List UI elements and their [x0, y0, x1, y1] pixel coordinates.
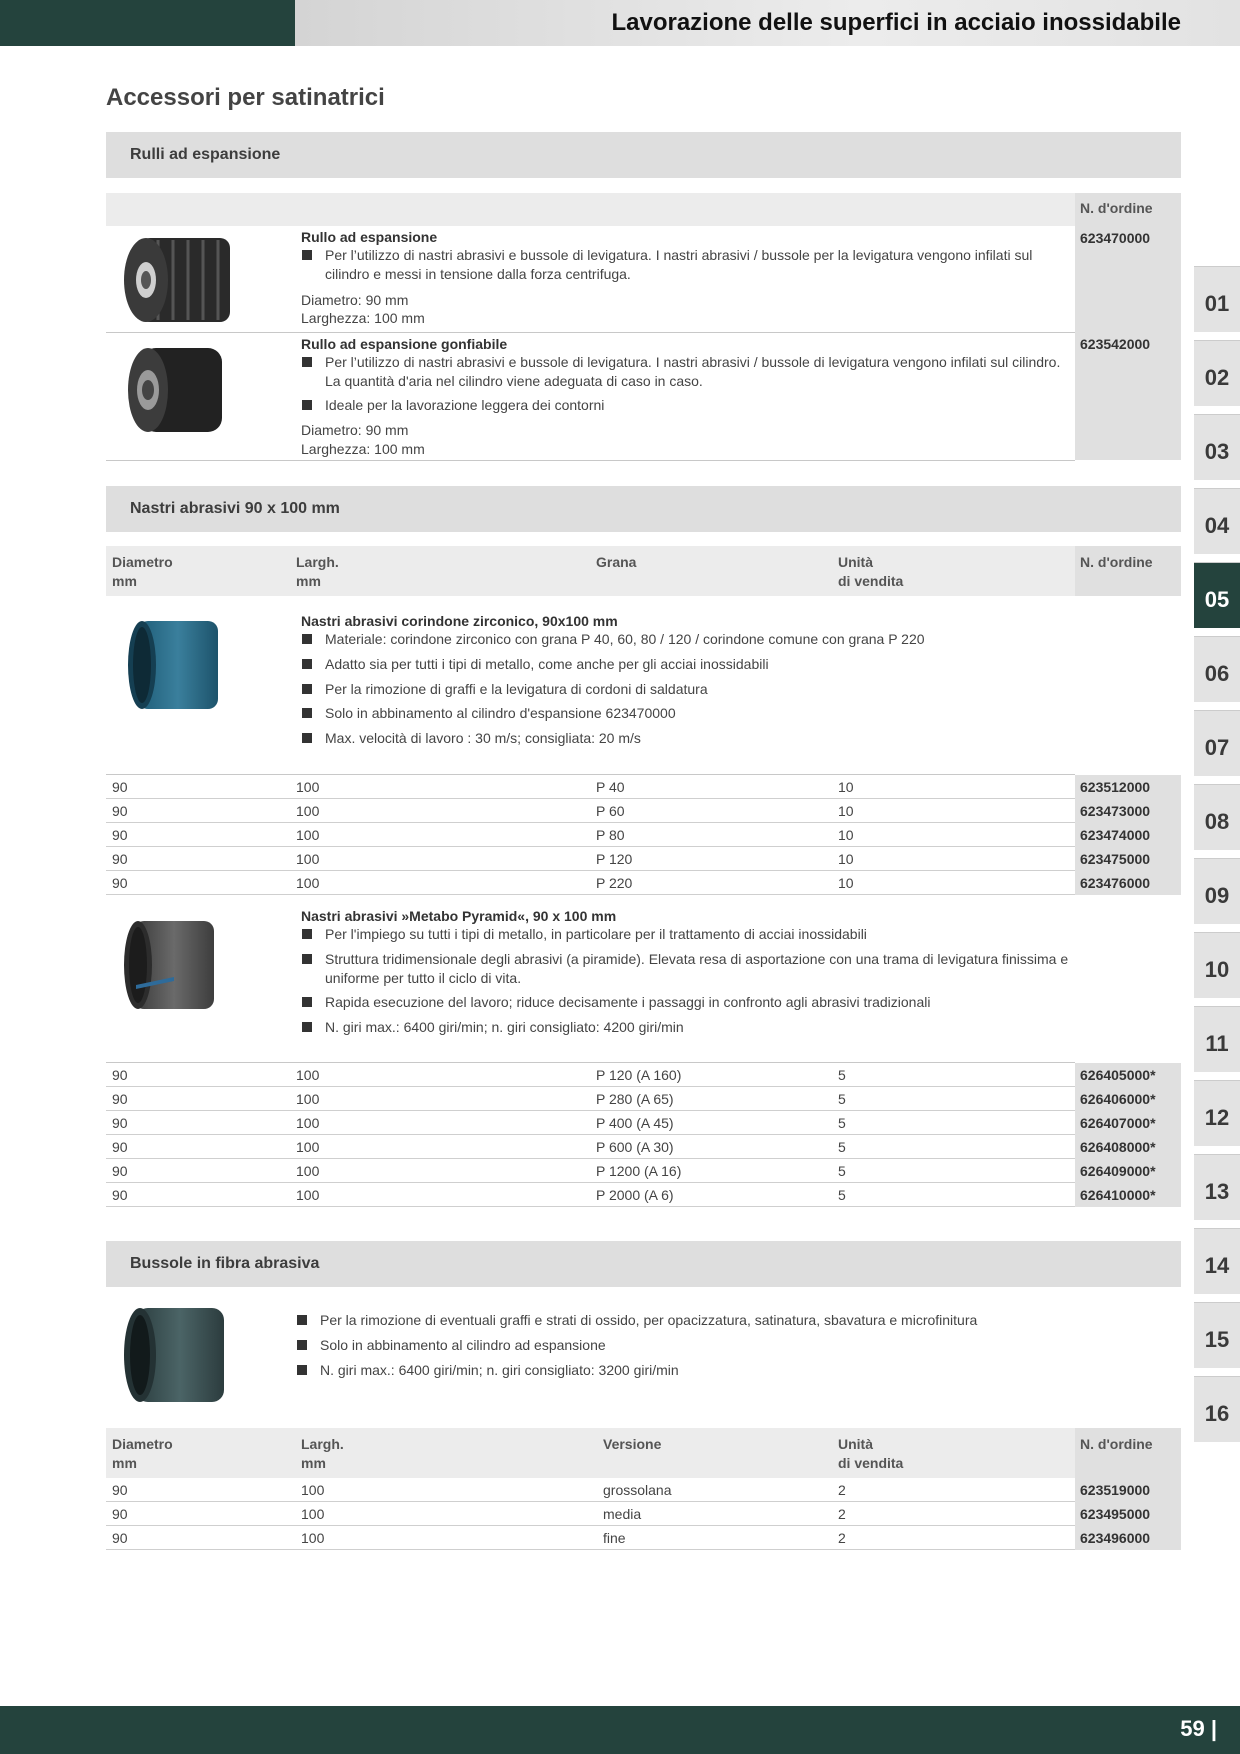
col-header-grit: Grana	[596, 554, 637, 570]
col-header-width: Largh.	[296, 554, 339, 570]
order-number-cell: 623495000	[1075, 1502, 1181, 1526]
product-bullet: Ideale per la lavorazione leggera dei contorni	[301, 396, 1071, 415]
table-row	[106, 775, 1181, 799]
table-cell: P 2000 (A 6)	[596, 1187, 674, 1203]
footer-bar	[0, 1706, 1240, 1754]
table-row	[106, 1063, 1181, 1087]
table-cell: P 120	[596, 851, 633, 867]
table-row	[106, 823, 1181, 847]
table-row	[106, 1135, 1181, 1159]
table-cell: P 80	[596, 827, 625, 843]
product-spec: Larghezza: 100 mm	[301, 310, 425, 326]
order-number: 623542000	[1080, 336, 1151, 352]
table-header-band	[106, 193, 1181, 226]
col-header-diameter: Diametro	[112, 1436, 173, 1452]
table-cell: 90	[112, 803, 128, 819]
table-row	[106, 871, 1181, 895]
product-bullet: Per l’utilizzo di nastri abrasivi e bussole di levigatura. I nastri abrasivi / bussole di levigatura vengono infilati sul cilindro. La quantità d'aria nel cilindro viene adeguata di caso in caso.	[301, 353, 1071, 391]
table-cell: P 280 (A 65)	[596, 1091, 674, 1107]
table-cell: 10	[838, 851, 854, 867]
table-cell: 10	[838, 779, 854, 795]
order-number-cell: 623475000	[1075, 847, 1181, 871]
order-number-cell: 626407000*	[1075, 1111, 1181, 1135]
table-cell: 100	[296, 827, 320, 843]
table-cell: 100	[296, 1067, 320, 1083]
table-cell: 5	[838, 1187, 846, 1203]
col-header-width: Largh.	[301, 1436, 344, 1452]
col-header-sales-unit: Unità	[838, 1436, 873, 1452]
chapter-tab[interactable]: 04	[1194, 488, 1240, 562]
table-cell: 10	[838, 875, 854, 891]
col-header-order: N. d'ordine	[1080, 554, 1153, 570]
table-cell: media	[603, 1506, 642, 1522]
table-cell: 5	[838, 1163, 846, 1179]
chapter-tab[interactable]: 11	[1194, 1006, 1240, 1080]
table-cell: 100	[296, 1187, 320, 1203]
product-bullet: Per la rimozione di eventuali graffi e strati di ossido, per opacizzatura, satinatura, sbavatura e microfinitura	[296, 1311, 1086, 1330]
table-cell: 100	[301, 1482, 325, 1498]
table-cell: 5	[838, 1139, 846, 1155]
table-cell: 90	[112, 779, 128, 795]
chapter-tab[interactable]: 08	[1194, 784, 1240, 858]
chapter-tab[interactable]: 16	[1194, 1376, 1240, 1450]
divider	[106, 332, 1075, 333]
table-cell: 90	[112, 875, 128, 891]
table-cell: 100	[296, 803, 320, 819]
inflatable-roller-image	[120, 340, 238, 440]
table-cell: 90	[112, 1530, 128, 1546]
col-header-version: Versione	[603, 1436, 662, 1452]
group-title: Nastri abrasivi corindone zirconico, 90x100 mm	[301, 613, 618, 629]
product-spec: Larghezza: 100 mm	[301, 441, 425, 457]
col-header-unit: mm	[112, 573, 137, 589]
group-bullet: Max. velocità di lavoro : 30 m/s; consigliata: 20 m/s	[301, 729, 1071, 748]
chapter-tab[interactable]: 14	[1194, 1228, 1240, 1302]
chapter-tab[interactable]: 06	[1194, 636, 1240, 710]
chapter-tab-active[interactable]: 05	[1194, 562, 1240, 636]
group-bullet: Materiale: corindone zirconico con grana P 40, 60, 80 / 120 / corindone comune con grana P 220	[301, 630, 1071, 649]
page-title: Accessori per satinatrici	[106, 84, 385, 111]
expansion-roller-image	[118, 232, 238, 328]
order-number-cell: 626408000*	[1075, 1135, 1181, 1159]
chapter-tabs	[1194, 266, 1240, 1450]
table-row	[106, 847, 1181, 871]
table-cell: grossolana	[603, 1482, 672, 1498]
order-number: 623470000	[1080, 230, 1151, 246]
product-spec: Diametro: 90 mm	[301, 292, 409, 308]
table-cell: P 1200 (A 16)	[596, 1163, 682, 1179]
group-bullet: Adatto sia per tutti i tipi di metallo, come anche per gli acciai inossidabili	[301, 655, 1071, 674]
chapter-tab[interactable]: 10	[1194, 932, 1240, 1006]
header-title: Lavorazione delle superfici in acciaio inossidabile	[611, 9, 1181, 36]
chapter-tab[interactable]: 09	[1194, 858, 1240, 932]
chapter-tab[interactable]: 01	[1194, 266, 1240, 340]
chapter-tab[interactable]: 03	[1194, 414, 1240, 488]
group-title: Nastri abrasivi »Metabo Pyramid«, 90 x 100 mm	[301, 908, 617, 924]
table-cell: 90	[112, 1139, 128, 1155]
product-bullet: N. giri max.: 6400 giri/min; n. giri consigliato: 3200 giri/min	[296, 1361, 1086, 1380]
table-cell: 90	[112, 1163, 128, 1179]
group-bullet: Per l'impiego su tutti i tipi di metallo, in particolare per il trattamento di acciai inossidabili	[301, 925, 1091, 944]
table-cell: 90	[112, 1115, 128, 1131]
chapter-tab[interactable]: 02	[1194, 340, 1240, 414]
table-cell: 2	[838, 1482, 846, 1498]
table-cell: 5	[838, 1091, 846, 1107]
group-bullet: Rapida esecuzione del lavoro; riduce decisamente i passaggi in confronto agli abrasivi tradizionali	[301, 993, 1091, 1012]
table-row	[106, 1183, 1181, 1207]
col-header-sales-unit: di vendita	[838, 1455, 904, 1471]
order-number-cell: 623496000	[1075, 1526, 1181, 1550]
product-bullet: Solo in abbinamento al cilindro ad espansione	[296, 1336, 1086, 1355]
col-header-diameter: Diametro	[112, 554, 173, 570]
header-accent-bar	[0, 0, 295, 46]
table-cell: P 400 (A 45)	[596, 1115, 674, 1131]
table-cell: 10	[838, 827, 854, 843]
divider	[106, 460, 1075, 461]
group-bullet: Solo in abbinamento al cilindro d'espansione 623470000	[301, 704, 1071, 723]
table-cell: 90	[112, 1482, 128, 1498]
order-number-cell: 626409000*	[1075, 1159, 1181, 1183]
table-cell: 100	[296, 779, 320, 795]
table-row	[106, 1526, 1181, 1550]
table-cell: 90	[112, 851, 128, 867]
table-cell: P 60	[596, 803, 625, 819]
page-number: 59 |	[1180, 1716, 1217, 1741]
order-header: N. d'ordine	[1080, 200, 1153, 216]
order-number-cell: 626410000*	[1075, 1183, 1181, 1207]
table-cell: 100	[296, 1139, 320, 1155]
section-title-bussole: Bussole in fibra abrasiva	[106, 1241, 1181, 1287]
col-header-unit: mm	[301, 1455, 326, 1471]
table-cell: 5	[838, 1067, 846, 1083]
section-title-nastri: Nastri abrasivi 90 x 100 mm	[106, 486, 1181, 532]
col-header-unit: mm	[296, 573, 321, 589]
table-cell: 100	[296, 1163, 320, 1179]
table-row	[106, 1478, 1181, 1502]
section-title-rulli: Rulli ad espansione	[106, 132, 1181, 178]
product-spec: Diametro: 90 mm	[301, 422, 409, 438]
table-cell: P 600 (A 30)	[596, 1139, 674, 1155]
table-cell: 100	[296, 1091, 320, 1107]
col-header-sales-unit: Unità	[838, 554, 873, 570]
table-cell: 90	[112, 1067, 128, 1083]
table-row	[106, 799, 1181, 823]
abrasive-sleeve-image	[118, 1302, 240, 1408]
table-cell: P 220	[596, 875, 633, 891]
table-cell: 2	[838, 1530, 846, 1546]
product-title: Rullo ad espansione	[301, 229, 438, 245]
table-row	[106, 1111, 1181, 1135]
table-cell: 100	[296, 875, 320, 891]
zirconia-belt-image	[120, 615, 230, 715]
group-bullet: N. giri max.: 6400 giri/min; n. giri consigliato: 4200 giri/min	[301, 1018, 1091, 1037]
col-header-sales-unit: di vendita	[838, 573, 904, 589]
order-number-cell: 623519000	[1075, 1478, 1181, 1502]
table-cell: 90	[112, 827, 128, 843]
group-bullet: Struttura tridimensionale degli abrasivi (a piramide). Elevata resa di asportazione con una trama di levigatura finissima e uniforme per tutto il ciclo di vita.	[301, 950, 1091, 988]
table-cell: P 40	[596, 779, 625, 795]
table-cell: 90	[112, 1187, 128, 1203]
table-row	[106, 1087, 1181, 1111]
table-cell: 100	[301, 1530, 325, 1546]
table-row	[106, 1159, 1181, 1183]
order-number-cell: 623474000	[1075, 823, 1181, 847]
order-number-cell: 626406000*	[1075, 1087, 1181, 1111]
table-cell: 100	[296, 1115, 320, 1131]
order-number-cell: 623512000	[1075, 775, 1181, 799]
table-cell: 90	[112, 1091, 128, 1107]
table-cell: 10	[838, 803, 854, 819]
order-number-cell: 623476000	[1075, 871, 1181, 895]
table-row	[106, 1502, 1181, 1526]
col-header-order: N. d'ordine	[1080, 1436, 1153, 1452]
table-cell: P 120 (A 160)	[596, 1067, 682, 1083]
chapter-tab[interactable]: 13	[1194, 1154, 1240, 1228]
table-header-band	[106, 546, 1181, 596]
table-cell: 90	[112, 1506, 128, 1522]
product-bullet: Per l’utilizzo di nastri abrasivi e bussole di levigatura. I nastri abrasivi / bussole per la levigatura vengono infilati sul cilindro e messi in tensione dalla forza centrifuga.	[301, 246, 1071, 284]
order-number-cell: 623473000	[1075, 799, 1181, 823]
product-title: Rullo ad espansione gonfiabile	[301, 336, 508, 352]
table-cell: 100	[296, 851, 320, 867]
col-header-unit: mm	[112, 1455, 137, 1471]
chapter-tab[interactable]: 15	[1194, 1302, 1240, 1376]
table-cell: 5	[838, 1115, 846, 1131]
table-cell: 100	[301, 1506, 325, 1522]
chapter-tab[interactable]: 07	[1194, 710, 1240, 784]
table-cell: 2	[838, 1506, 846, 1522]
table-cell: fine	[603, 1530, 626, 1546]
chapter-tab[interactable]: 12	[1194, 1080, 1240, 1154]
order-number-cell: 626405000*	[1075, 1063, 1181, 1087]
pyramid-belt-image	[114, 915, 230, 1015]
group-bullet: Per la rimozione di graffi e la levigatura di cordoni di saldatura	[301, 680, 1071, 699]
